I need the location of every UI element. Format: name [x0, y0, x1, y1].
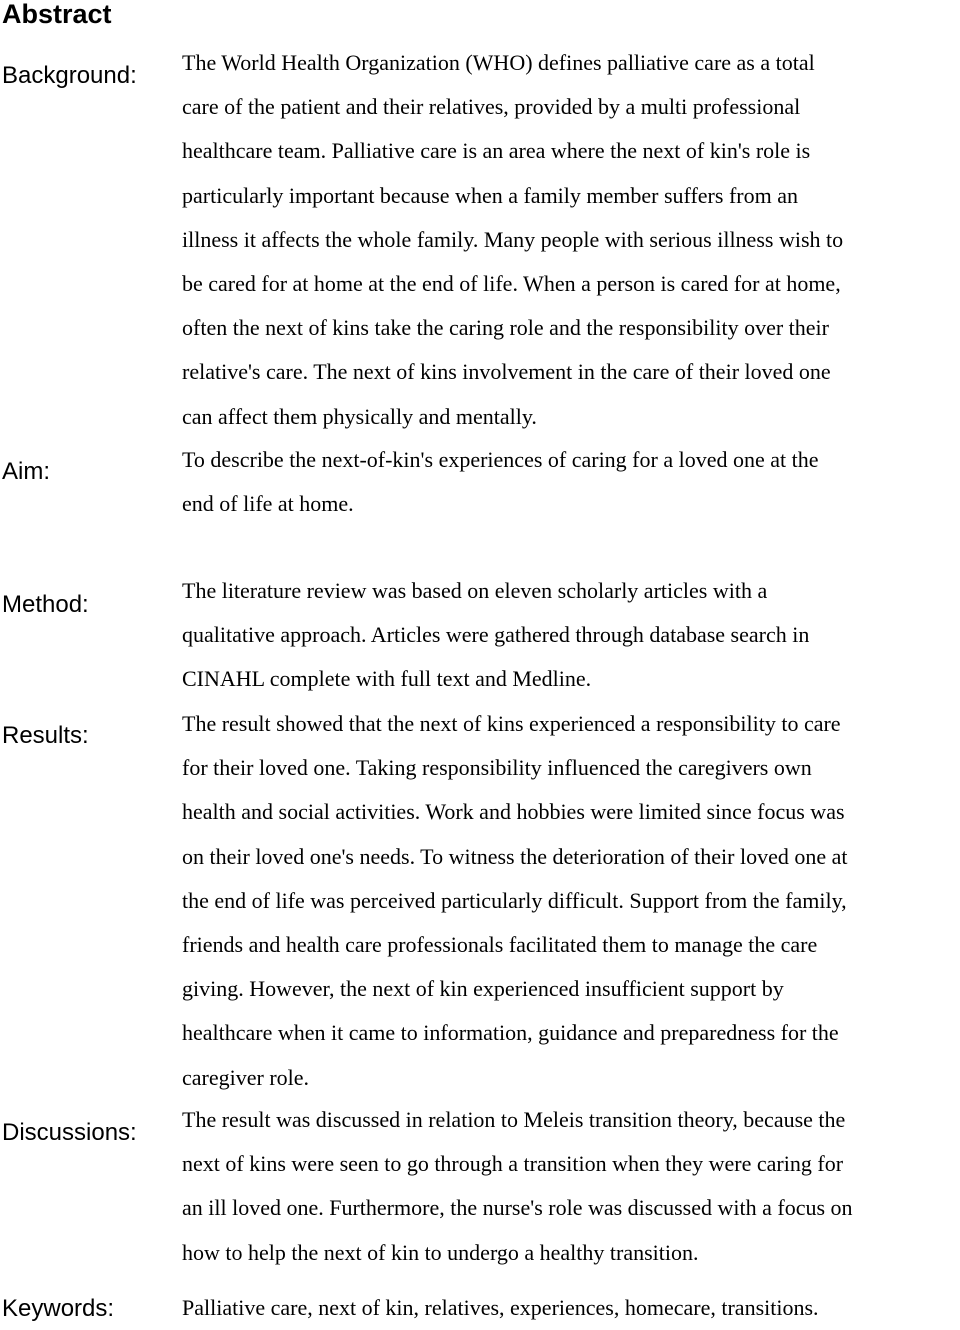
results-line: caregiver role. [182, 1064, 310, 1090]
results-line: friends and health care professionals facilitated them to manage the care [182, 932, 818, 958]
results-line: on their loved one's needs. To witness the deterioration of their loved one at [182, 843, 848, 869]
results-line: health and social activities. Work and hobbies were limited since focus was [182, 799, 845, 825]
results-line: healthcare when it came to information, guidance and preparedness for the [182, 1020, 839, 1046]
results-line: the end of life was perceived particularly difficult. Support from the family, [182, 887, 847, 913]
method-label: Method: [2, 591, 89, 618]
background-line: healthcare team. Palliative care is an area where the next of kin's role is [182, 138, 811, 164]
aim-paragraph [182, 438, 958, 526]
method-line: CINAHL complete with full text and Medline. [182, 666, 592, 692]
background-line: can affect them physically and mentally. [182, 403, 537, 429]
aim-line: To describe the next-of-kin's experiences of caring for a loved one at the [182, 447, 819, 472]
method-line: qualitative approach. Articles were gathered through database search in [182, 622, 810, 648]
background-line: be cared for at home at the end of life. When a person is cared for at home, [182, 271, 841, 297]
background-line: particularly important because when a family member suffers from an [182, 182, 798, 208]
keywords-line: Palliative care, next of kin, relatives, experiences, homecare, transitions. [182, 1295, 819, 1320]
background-line: relative's care. The next of kins involvement in the care of their loved one [182, 359, 831, 385]
background-line: care of the patient and their relatives, provided by a multi professional [182, 94, 801, 120]
results-line: giving. However, the next of kin experienced insufficient support by [182, 976, 784, 1002]
method-line: The literature review was based on eleven scholarly articles with a [182, 578, 768, 603]
discussions-line: next of kins were seen to go through a transition when they were caring for [182, 1151, 844, 1177]
background-paragraph [182, 41, 958, 439]
results-label: Results: [2, 722, 89, 749]
abstract-heading: Abstract [2, 0, 112, 29]
discussions-line: The result was discussed in relation to Meleis transition theory, because the [182, 1107, 846, 1132]
aim-label: Aim: [2, 458, 50, 485]
aim-line: end of life at home. [182, 491, 354, 517]
method-paragraph [182, 569, 958, 702]
results-paragraph [182, 702, 958, 1100]
discussions-line: an ill loved one. Furthermore, the nurse's role was discussed with a focus on [182, 1195, 853, 1221]
background-line: The World Health Organization (WHO) defines palliative care as a total [182, 50, 815, 75]
keywords-paragraph [182, 1286, 958, 1330]
results-line: The result showed that the next of kins experienced a responsibility to care [182, 711, 841, 736]
discussions-label: Discussions: [2, 1119, 137, 1146]
background-line: often the next of kins take the caring role and the responsibility over their [182, 315, 829, 341]
discussions-line: how to help the next of kin to undergo a healthy transition. [182, 1239, 699, 1265]
keywords-label: Keywords: [2, 1295, 115, 1322]
background-label: Background: [2, 62, 137, 89]
results-line: for their loved one. Taking responsibility influenced the caregivers own [182, 755, 812, 781]
background-line: illness it affects the whole family. Many people with serious illness wish to [182, 226, 844, 252]
discussions-paragraph [182, 1098, 958, 1275]
